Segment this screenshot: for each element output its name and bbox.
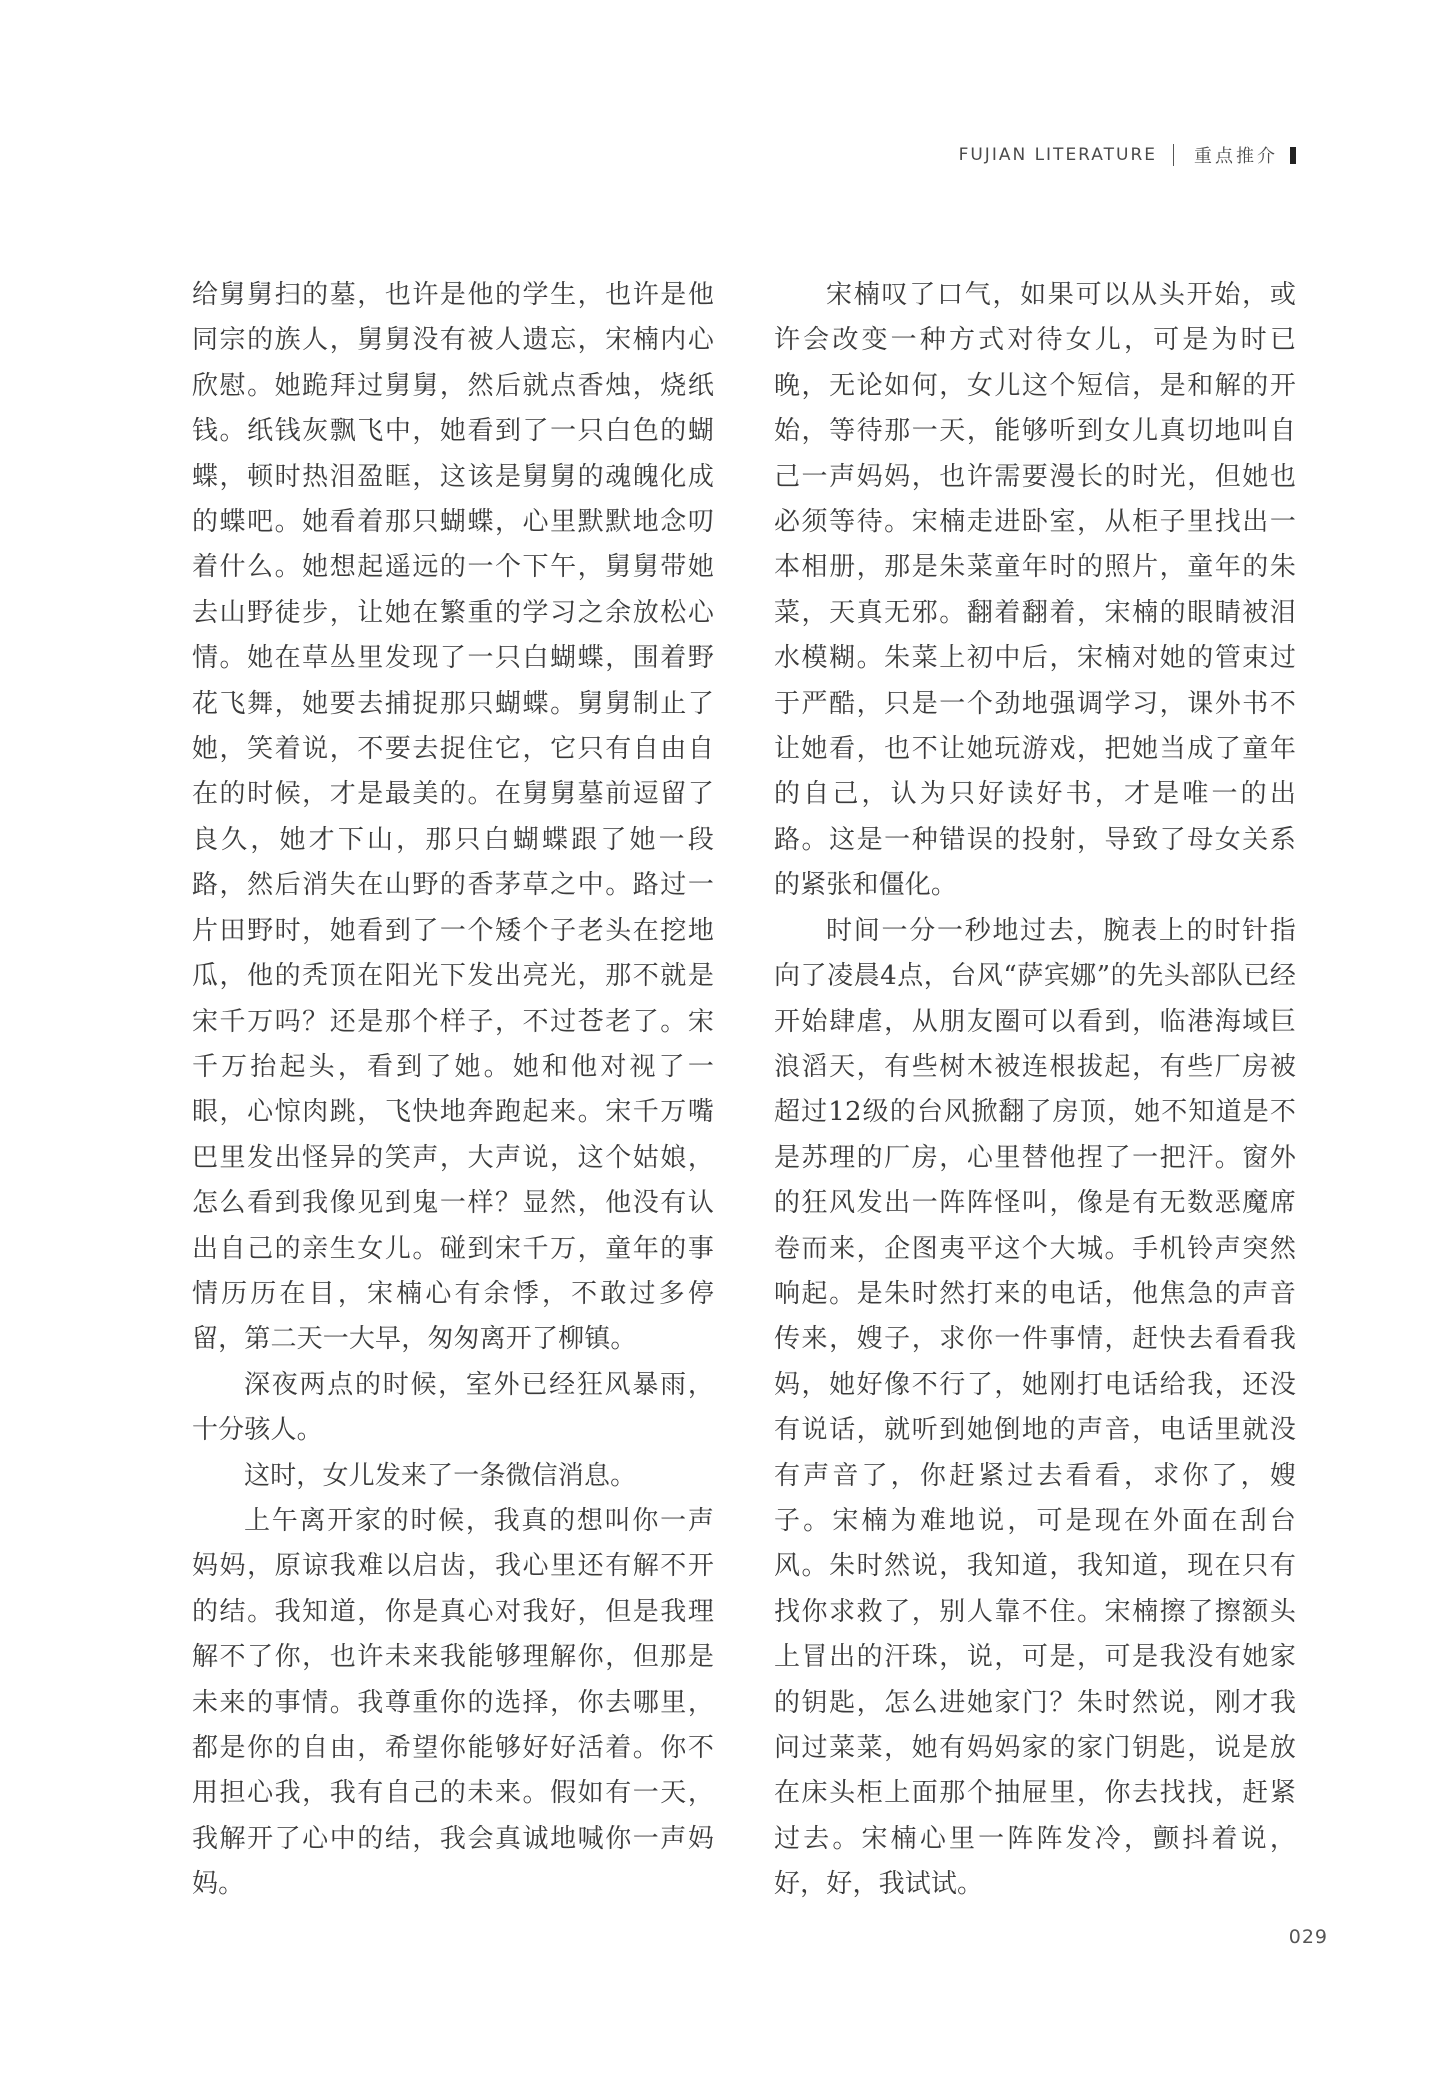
header-divider bbox=[1173, 144, 1174, 166]
paragraph: 时间一分一秒地过去，腕表上的时针指向了凌晨4点，台风“萨宾娜”的先头部队已经开始肆虐，从朋友圈可以看到，临港海域巨浪滔天，有些树木被连根拔起，有些厂房被超过12级的台风掀翻了房顶，她不知道是不是苏理的厂房，心里替他捏了一把汗。窗外的狂风发出一阵阵怪叫，像是有无数恶魔席卷而来，企图夷平这个大城。手机铃声突然响起。是朱时然打来的电话，他焦急的声音传来，嫂子，求你一件事情，赶快去看看我妈，她好像不行了，她刚打电话给我，还没有说话，就听到她倒地的声音，电话里就没有声音了，你赶紧过去看看，求你了，嫂子。宋楠为难地说，可是现在外面在刮台风。朱时然说，我知道，我知道，现在只有找你求救了，别人靠不住。宋楠擦了擦额头上冒出的汗珠，说，可是，可是我没有她家的钥匙，怎么进她家门？朱时然说，刚才我问过菜菜，她有妈妈家的家门钥匙，说是放在床头柜上面那个抽屉里，你去找找，赶紧过去。宋楠心里一阵阵发冷，颤抖着说，好，好，我试试。 bbox=[774, 915, 1296, 1900]
paragraph: 上午离开家的时候，我真的想叫你一声妈妈，原谅我难以启齿，我心里还有解不开的结。我知道，你是真心对我好，但是我理解不了你，也许未来我能够理解你，但那是未来的事情。我尊重你的选择，你去哪里，都是你的自由，希望你能够好好活着。你不用担心我，我有自己的未来。假如有一天，我解开了心中的结，我会真诚地喊你一声妈妈。 bbox=[192, 1505, 714, 1900]
paragraph: 深夜两点的时候，室外已经狂风暴雨，十分骇人。 bbox=[192, 1369, 714, 1446]
section-title: 重点推介 bbox=[1194, 146, 1278, 167]
paragraph: 这时，女儿发来了一条微信消息。 bbox=[244, 1460, 637, 1491]
paragraph: 给舅舅扫的墓，也许是他的学生，也许是他同宗的族人，舅舅没有被人遗忘，宋楠内心欣慰。她跪拜过舅舅，然后就点香烛，烧纸钱。纸钱灰飘飞中，她看到了一只白色的蝴蝶，顿时热泪盈眶，这该是舅舅的魂魄化成的蝶吧。她看着那只蝴蝶，心里默默地念叨着什么。她想起遥远的一个下午，舅舅带她去山野徒步，让她在繁重的学习之余放松心情。她在草丛里发现了一只白蝴蝶，围着野花飞舞，她要去捕捉那只蝴蝶。舅舅制止了她，笑着说，不要去捉住它，它只有自由自在的时候，才是最美的。在舅舅墓前逗留了良久，她才下山，那只白蝴蝶跟了她一段路，然后消失在山野的香茅草之中。路过一片田野时，她看到了一个矮个子老头在挖地瓜，他的秃顶在阳光下发出亮光，那不就是宋千万吗？还是那个样子，不过苍老了。宋千万抬起头，看到了她。她和他对视了一眼，心惊肉跳，飞快地奔跑起来。宋千万嘴巴里发出怪异的笑声，大声说，这个姑娘，怎么看到我像见到鬼一样？显然，他没有认出自己的亲生女儿。碰到宋千万，童年的事情历历在目，宋楠心有余悸，不敢过多停留，第二天一大早，匆匆离开了柳镇。 bbox=[192, 280, 714, 1355]
right-column bbox=[774, 273, 1296, 1908]
page-number: 029 bbox=[1288, 1926, 1328, 1948]
paragraph: 宋楠叹了口气，如果可以从头开始，或许会改变一种方式对待女儿，可是为时已晚，无论如何，女儿这个短信，是和解的开始，等待那一天，能够听到女儿真切地叫自己一声妈妈，也许需要漫长的时光，但她也必须等待。宋楠走进卧室，从柜子里找出一本相册，那是朱菜童年时的照片，童年的朱菜，天真无邪。翻着翻着，宋楠的眼睛被泪水模糊。朱菜上初中后，宋楠对她的管束过于严酷，只是一个劲地强调学习，课外书不让她看，也不让她玩游戏，把她当成了童年的自己，认为只好读好书，才是唯一的出路。这是一种错误的投射，导致了母女关系的紧张和僵化。 bbox=[774, 280, 1296, 901]
left-column bbox=[192, 273, 714, 1908]
running-header bbox=[959, 142, 1296, 168]
header-bar-mark bbox=[1290, 147, 1296, 164]
journal-name: FUJIAN LITERATURE bbox=[958, 145, 1157, 165]
